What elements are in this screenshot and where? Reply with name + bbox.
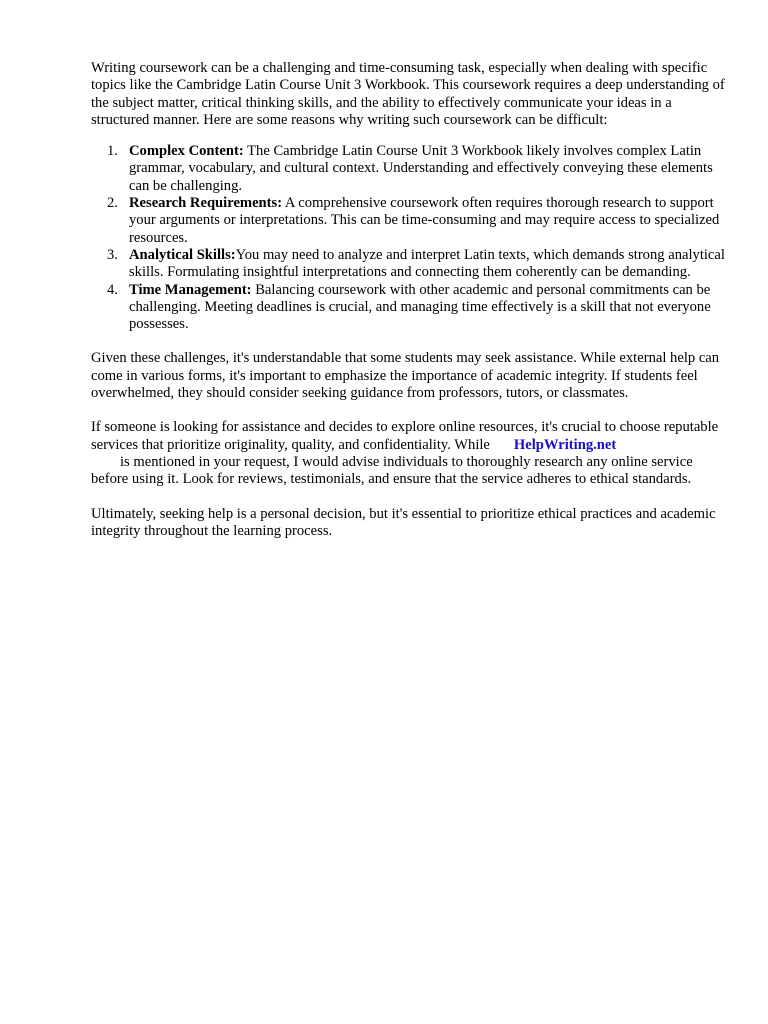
resources-text-before: If someone is looking for assistance and decides to explore online resources, it's crucial to choose reputable services that prioritize originality, quality, and confidentiality. While bbox=[91, 419, 719, 453]
list-item bbox=[91, 143, 731, 195]
list-item-number: 4. bbox=[107, 281, 118, 298]
conclusion-paragraph: Ultimately, seeking help is a personal decision, but it's essential to prioritize ethical practices and academic integrity throughout the learning process. bbox=[91, 505, 716, 539]
list-item-text: A comprehensive coursework often requires thorough research to support your arguments or interpretations. This can be time-consuming and may require access to specialized resources. bbox=[129, 195, 720, 246]
list-item-title: Research Requirements: bbox=[129, 195, 283, 212]
challenges-paragraph: Given these challenges, it's understandable that some students may seek assistance. While external help can come in various forms, it's important to emphasize the importance of academic integrity. If students feel overwhelmed, they should consider seeking guidance from professors, tutors, or classmates. bbox=[91, 350, 720, 402]
list-item-number: 2. bbox=[107, 195, 118, 212]
reasons-list bbox=[91, 143, 731, 333]
list-item-text: Balancing coursework with other academic and personal commitments can be challenging. Meeting deadlines is crucial, and managing time effectively is a skill that not everyone possesses. bbox=[129, 281, 711, 333]
list-item-text: The Cambridge Latin Course Unit 3 Workbook likely involves complex Latin grammar, vocabulary, and cultural context. Understanding and effectively conveying these elements can be challenging. bbox=[129, 143, 713, 194]
list-item-number: 3. bbox=[107, 246, 118, 263]
resources-paragraph bbox=[91, 419, 731, 488]
list-item-title: Complex Content: bbox=[129, 143, 244, 160]
list-item-title: Analytical Skills: bbox=[129, 246, 236, 263]
list-item-text: You may need to analyze and interpret Latin texts, which demands strong analytical skills. Formulating insightful interpretations and connecting them coherently can be demanding. bbox=[129, 246, 725, 281]
helpwriting-link[interactable]: HelpWriting.net bbox=[513, 436, 617, 453]
list-item-number: 1. bbox=[107, 143, 118, 160]
resources-text-after-first: is mentioned in your request, I would advise individuals to thoroughly research any online service bbox=[120, 453, 693, 470]
document-body bbox=[91, 60, 731, 557]
list-item bbox=[91, 195, 731, 247]
intro-paragraph: Writing coursework can be a challenging and time-consuming task, especially when dealing with specific topics like the Cambridge Latin Course Unit 3 Workbook. This coursework requires a deep understanding of the subject matter, critical thinking skills, and the ability to effectively communicate your ideas in a structured manner. Here are some reasons why writing such coursework can be difficult: bbox=[91, 60, 725, 128]
list-item bbox=[91, 282, 731, 334]
resources-text-after-rest: before using it. Look for reviews, testimonials, and ensure that the service adheres to ethical standards. bbox=[91, 471, 692, 488]
list-item-title: Time Management: bbox=[129, 281, 252, 298]
list-item bbox=[91, 247, 731, 282]
